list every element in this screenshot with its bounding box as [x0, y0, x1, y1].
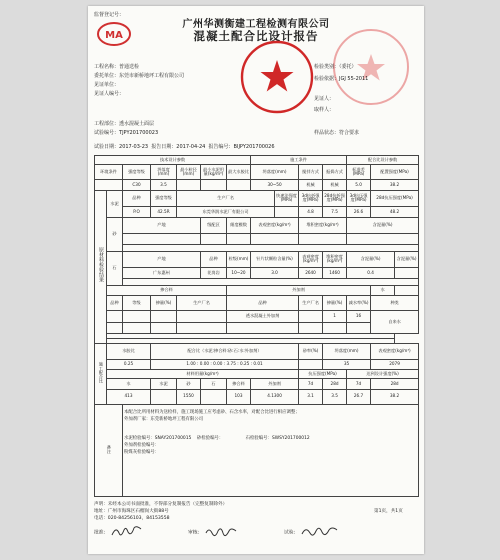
client-row [94, 73, 184, 79]
cement-report: 水泥检验编号：SNAY201700015 [124, 435, 192, 441]
client-name: 东莞市新桥地坪工程有限公司 [119, 73, 185, 79]
construction-header: 施工条件 [251, 156, 347, 165]
stone-needle: 3.0 [251, 267, 299, 279]
trial-strength-label: 配置强度(MPa) [371, 165, 419, 180]
flex28-label: 28d抗折强度(MPa) [323, 190, 347, 206]
additive-dose: 1 [323, 311, 347, 323]
sand-mud [347, 234, 419, 244]
slump-c-label: 坍落度(mm) [251, 165, 299, 180]
qty-header: 材料用量(kg/m³) [107, 370, 299, 379]
stone-apparent-label: 表观密度(kg/m³) [299, 251, 323, 267]
test-date-label: 试验日期： [94, 144, 120, 150]
m-add-label: 外加剂 [251, 379, 299, 389]
admix-grade-2 [123, 322, 151, 334]
strength-header: 抗压强度(MPa) [299, 370, 347, 379]
slump-value: 3.5 [151, 180, 177, 190]
sand-bulk-label: 堆积密度(kg/m³) [299, 218, 347, 234]
cement-early [275, 206, 299, 218]
center-seal [238, 38, 316, 116]
report-no: BIJPY201700026 [233, 144, 275, 150]
report-date: 2017-04-24 [176, 144, 206, 150]
stone-spacer [123, 279, 419, 286]
density-label: 表观密度(kg/m³) [371, 343, 419, 359]
slump-test-value: 35 [323, 359, 371, 369]
review-label: 审核： [188, 530, 203, 536]
water-type-label: 种类 [371, 296, 419, 311]
m-water-label: 水 [107, 379, 151, 389]
admix-maker [177, 311, 227, 323]
tester-row [284, 525, 340, 539]
d7-label: 7d [299, 379, 323, 389]
stone-bulk-label: 堆积密度(kg/m³) [323, 251, 347, 267]
ratio-value: 1.00 : 0.00 : 0.00 : 3.75 : 0.25 : 0.01 [151, 359, 299, 369]
add-reduce-label: 减水率(%) [347, 296, 371, 311]
supervision-no: 监督登记号： [94, 12, 125, 18]
sample-status-row [314, 130, 359, 136]
report-date-label: 报告日期： [151, 144, 177, 150]
q-water: 103 [227, 389, 251, 404]
p28-label: 28d [371, 379, 419, 389]
stone-mud: 0.4 [347, 267, 395, 279]
water-type: 自来水 [371, 311, 419, 334]
witness-unit-row [94, 82, 119, 88]
sample-status-label: 样品状态： [314, 130, 340, 136]
admix-variety-label: 品种 [107, 296, 123, 311]
page-indicator: 第1页，共1页 [374, 509, 403, 514]
admix-maker-2 [177, 322, 227, 334]
cement-flex3: 4.8 [299, 206, 323, 218]
sand-ratio-value [299, 359, 323, 369]
cement-grade-label: 强度等级 [151, 190, 177, 206]
basis: JGJ 55-2011 [339, 76, 369, 82]
mix-method-value: 机械 [299, 180, 323, 190]
admix-maker-label: 生产厂名 [177, 296, 227, 311]
stone-lump [395, 267, 419, 279]
project-name-row [94, 64, 139, 70]
stone-size: 10~20 [227, 267, 251, 279]
test-no-label: 试验编号： [94, 130, 120, 136]
add-maker-label: 生产厂名 [299, 296, 323, 311]
statement-label: 声明： [94, 502, 108, 507]
std-dev-value: 5.0 [347, 180, 371, 190]
cement-comp3: 26.6 [347, 206, 371, 218]
strength-grade-label: 强度等级 [123, 165, 151, 180]
add-dose-label: 掺量(%) [323, 296, 347, 311]
sand-spacer [123, 244, 419, 251]
m-admix-label: 掺合料 [227, 379, 251, 389]
remark-body [123, 404, 419, 496]
construction-mix-label: 施工配合比 [98, 362, 104, 384]
std-dev-label: 标准差(MPa) [347, 165, 371, 180]
sand-ratio-label: 砂率(%) [299, 343, 323, 359]
env-label: 环境条件 [95, 165, 123, 180]
wb-value: 0.25 [107, 359, 151, 369]
project-name-label: 工程名称： [94, 64, 120, 70]
admix-dose [151, 311, 177, 323]
stone-size-label: 粒级(mm) [227, 251, 251, 267]
stone-variety: 花岗岩 [201, 267, 227, 279]
admix-dose-2 [151, 322, 177, 334]
statement: 未经本公司书面批准，不得部分复制报告（完整复制除外） [107, 502, 228, 507]
construction-mix-vertical [95, 343, 107, 404]
admix-header: 掺合料 [107, 286, 227, 296]
max-wc-value [227, 180, 251, 190]
stone-variety-label: 品种 [201, 251, 227, 267]
admix-variety [107, 311, 123, 323]
mix-params-header: 配合比设计参数 [347, 156, 419, 165]
test-label: 试验： [284, 530, 299, 536]
sand-gradation [201, 234, 227, 244]
stone-bulk: 1460 [323, 267, 347, 279]
slump-test-label: 坍落度(mm) [323, 343, 371, 359]
sand-fineness-label: 细度模数 [227, 218, 251, 234]
organization-name: 广州华测衡建工程检测有限公司 [182, 19, 330, 30]
report-sheet [88, 6, 424, 554]
flex3-label: 3d抗折强度(MPa) [299, 190, 323, 206]
add-variety-label: 品种 [227, 296, 299, 311]
trial-strength-value: 38.2 [371, 180, 419, 190]
cement-variety-label: 品种 [123, 190, 151, 206]
review-signature [204, 525, 238, 539]
comp28-label: 28d抗压强度(MPa) [371, 190, 419, 206]
sand-apparent-label: 表观密度(kg/m³) [251, 218, 299, 234]
cement-flex28: 7.5 [323, 206, 347, 218]
stone-needle-label: 针片状颗粒含量(%) [251, 251, 299, 267]
sampler-label: 取样人： [314, 107, 335, 113]
tester-signature [300, 525, 340, 539]
inspection-type-label: 检验类别： [314, 64, 340, 70]
report-title: 混凝土配合比设计报告 [193, 29, 319, 43]
materials-vertical-title [95, 190, 107, 343]
density-value: 2079 [371, 359, 419, 369]
remark-line-2: 外加剂厂家：东莞新桥地坪工程有限公司 [124, 416, 204, 422]
additive-maker [299, 311, 323, 323]
witness-person-row [314, 96, 334, 102]
m-stone-label: 石 [201, 379, 227, 389]
sand-mud-label: 含泥量(%) [347, 218, 419, 234]
remark-vertical [95, 404, 123, 496]
address-label: 地址： [94, 509, 108, 514]
project-part-label: 工程部位： [94, 121, 120, 127]
slump-c-value: 30~50 [251, 180, 299, 190]
max-wc-label: 最大水胶比 [227, 165, 251, 180]
comp3-label: 3d抗压强度(MPa) [347, 190, 371, 206]
inspection-type: （委托） [339, 64, 357, 70]
basis-row [314, 76, 368, 82]
q-admix [201, 389, 227, 404]
tech-params-header: 技术设计参数 [95, 156, 251, 165]
s7-value: 3.1 [299, 389, 323, 404]
address-row [94, 508, 169, 514]
admix-dose-label: 掺量(%) [151, 296, 177, 311]
stone-origin-label: 产地 [123, 251, 201, 267]
report-no-label: 报告编号： [208, 144, 234, 150]
sand-gradation-label: 级配区 [201, 218, 227, 234]
phone-label: 电话： [94, 516, 108, 521]
mix-method-label: 搅拌方式 [299, 165, 323, 180]
additive-maker-2 [299, 322, 323, 334]
blank-h [395, 286, 419, 296]
m-cement-label: 水泥 [151, 379, 177, 389]
additive-name: 透水混凝土外加剂 [227, 311, 299, 323]
sand-origin [123, 234, 201, 244]
q-stone: 1550 [177, 389, 201, 404]
admix-report: 外加剂检验编号： [124, 442, 160, 448]
remark-line-1: 本配合比所用材料为送检样，施工现场施工应考虑砂、石含水率，对配合比进行相应调整； [124, 409, 300, 415]
cement-maker: 东莞华润水泥厂有限公司 [177, 206, 275, 218]
strength-grade-value: C30 [123, 180, 151, 190]
mix-design-table [94, 155, 419, 497]
sand-fineness [227, 234, 251, 244]
materials-title-text: 原材料检验结果 [98, 247, 104, 283]
additive-name-2 [227, 322, 299, 334]
d28-label: 28d [323, 379, 347, 389]
test-no-row [94, 130, 158, 136]
admix-grade-label: 等级 [123, 296, 151, 311]
inspection-type-row [314, 64, 357, 70]
additive-reduce-2 [347, 322, 371, 334]
witness-person-label: 见证人： [314, 96, 335, 102]
sampler-row [314, 107, 334, 113]
cement-maker-label: 生产厂名 [177, 190, 275, 206]
stone-mud-label: 含泥量(%) [347, 251, 395, 267]
phone: 020-84256103，84153558 [107, 516, 170, 521]
cma-text: MA [105, 30, 123, 41]
client-label: 委托单位： [94, 73, 120, 79]
approve-row [94, 525, 144, 539]
q-sand [151, 389, 177, 404]
witness-no-label: 见证人编号： [94, 91, 125, 97]
witness-no-row [94, 91, 124, 97]
min-cement-label: 最小水泥用量(kg/m³) [201, 165, 227, 180]
fly-report: 粉煤灰检验编号： [124, 449, 160, 455]
stone-report: 石检验编号：SWSY201700012 [245, 435, 310, 441]
s28-value: 3.5 [323, 389, 347, 404]
pct-header: 达到设计强度(%) [347, 370, 419, 379]
stone-lump-label: 含泥量(%) [395, 251, 419, 267]
remark-gap [124, 423, 417, 435]
max-agg-value [177, 180, 201, 190]
sand-label: 砂 [107, 218, 123, 251]
additive-reduce: 16 [347, 311, 371, 323]
statement-row [94, 501, 227, 507]
address: 广州市海珠区石榴岗大街88号 [107, 509, 169, 514]
p7-value: 26.7 [347, 389, 371, 404]
max-agg-label: 最小粒径(mm) [177, 165, 201, 180]
min-cement-value [201, 180, 227, 190]
q-add: 4.1300 [251, 389, 299, 404]
ratio-header: 配合比（水泥:掺合料:砂:石:水:外加剂） [151, 343, 299, 359]
dates-row [94, 144, 275, 150]
wb-label: 水胶比 [107, 343, 151, 359]
project-part-row [94, 121, 154, 127]
remark-label: 备注 [106, 445, 112, 454]
early-label: 快速法强度(MPa) [275, 190, 299, 206]
sample-status: 符合要求 [339, 130, 360, 136]
sand-origin-label: 产地 [123, 218, 201, 234]
cement-label: 水泥 [107, 190, 123, 218]
sand-apparent [251, 234, 299, 244]
cement-variety: P.O [123, 206, 151, 218]
project-part: 透水混凝土面层 [119, 121, 155, 127]
sand-report: 砂检验编号： [196, 435, 224, 441]
env-value [95, 180, 123, 190]
vib-value: 机械 [323, 180, 347, 190]
vib-label: 振捣方式 [323, 165, 347, 180]
p28-value: 38.2 [371, 389, 419, 404]
review-row [188, 525, 238, 539]
basis-label: 检验依据： [314, 76, 340, 82]
cement-comp28: 48.2 [371, 206, 419, 218]
test-date: 2017-03-23 [119, 144, 149, 150]
cement-grade: 42.5R [151, 206, 177, 218]
phone-row [94, 515, 170, 521]
admix-grade [123, 311, 151, 323]
report-refs-row [124, 435, 417, 442]
stone-label: 石 [107, 251, 123, 286]
q-cement: 413 [107, 389, 151, 404]
stone-origin: 广东惠州 [123, 267, 201, 279]
p7-label: 7d [347, 379, 371, 389]
approve-label: 批准： [94, 530, 109, 536]
approve-signature [110, 525, 144, 539]
admix-variety-2 [107, 322, 123, 334]
stone-apparent: 2640 [299, 267, 323, 279]
additive-dose-2 [323, 322, 347, 334]
sand-bulk [299, 234, 347, 244]
test-no: TJPY201700023 [119, 130, 159, 136]
m-sand-label: 砂 [177, 379, 201, 389]
project-name: 普通送检 [119, 64, 140, 70]
water-header: 水 [371, 286, 395, 296]
witness-unit-label: 见证单位： [94, 82, 120, 88]
additive-header: 外加剂 [227, 286, 371, 296]
slump-label: 坍落度(mm) [151, 165, 177, 180]
